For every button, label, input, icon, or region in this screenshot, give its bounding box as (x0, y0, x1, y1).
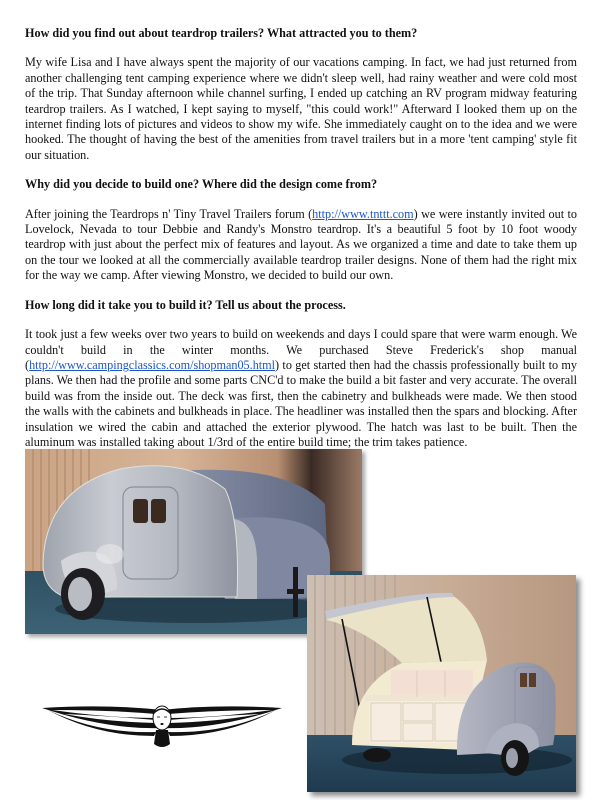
answer-text: ) to get started then had the chassis professionally built to my plans. We then had the profile and some parts CNC'd to make the build a bit faster and very accurate. The overall build was from the inside out. The deck was first, then the cabinetry and bulkheads were made. We then stood the walls with the cabinets and bulkheads in place. The headliner was installed then the spars and blocking. After insulation we wired the cabin and attached the exterior plywood. The hatch was last to be built. Then the aluminum was installed taking about 1/3rd of the entire build time; the trim takes patience. (25, 357, 577, 449)
question-heading-2: Why did you decide to build one? Where did the design come from? (25, 177, 378, 192)
answer-paragraph-1: My wife Lisa and I have always spent the majority of our vacations camping. In fact, we had just returned from another challenging tent camping experience where we didn't sleep well, had rainy weather and were cold most of the trip. That Sunday afternoon while channel surfing, I ended up catching an RV program midway featuring teardrop trailers. As I watched, I kept saying to myself, "this could work!" Afterward I looked them up on the internet finding lots of pictures and videos to show my wife. She immediately caught on to the idea and we were hooked. The thought of having the best of the amenities from travel trailers but in a more 'tent camping' style fit our situation. (25, 55, 577, 162)
question-heading-3: How long did it take you to build it? Tell us about the process. (25, 297, 346, 312)
article-text (25, 26, 577, 464)
winged-emblem-icon (38, 700, 286, 760)
winged-emblem-logo (38, 700, 286, 760)
answer-paragraph-3 (25, 327, 577, 450)
trailer-galley-photo (307, 575, 576, 792)
answer-text: After joining the Teardrops n' Tiny Travel Trailers forum ( (25, 206, 313, 221)
tnttt-link[interactable]: http://www.tnttt.com (312, 206, 414, 221)
trailer-galley-illustration (307, 575, 576, 792)
shop-manual-link[interactable]: http://www.campingclassics.com/shopman05.html (29, 357, 276, 372)
answer-text: ) we were instantly invited out to Lovelock, Nevada to tour Debbie and Randy's Monstro teardrop. It's a beautiful 5 foot by 10 foot woody teardrop with just about the perfect mix of features and layout. As we organized a time and date to take them up on the tour we looked at all the commercially available teardrop trailer designs. None of them had the right mix for the way we camp. After viewing Monstro, we decided to build our own. (25, 206, 577, 283)
question-heading-1: How did you find out about teardrop trailers? What attracted you to them? (25, 26, 418, 40)
answer-text: It took just a few weeks over two years to build on weekends and days I could spare that were warm enough. We couldn't build in the winter months. We purchased Steve Frederick's shop manual ( (25, 327, 577, 372)
answer-paragraph-2 (25, 207, 577, 284)
